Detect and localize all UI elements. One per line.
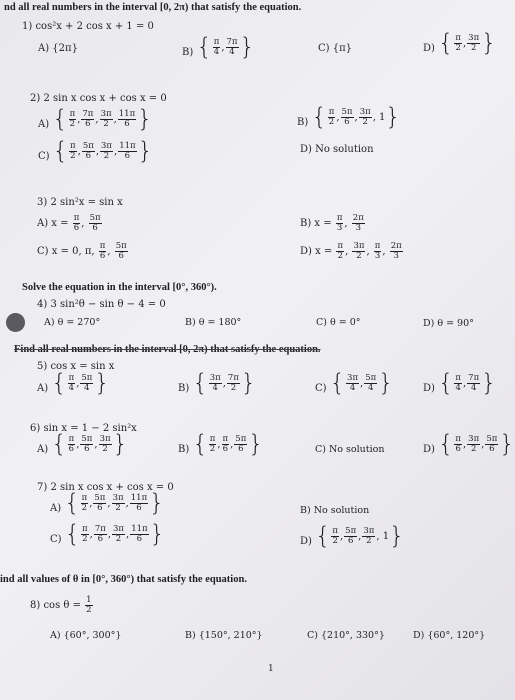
q7-option-a: A) { $\frac{\pi}{2}$ , $\frac{5\pi}{6}$ , $\frac{3\pi}{2}$ , $\frac{11\pi}{6}$ }: [50, 489, 165, 517]
q8-option-c: C) {210°, 330°}: [307, 630, 385, 641]
q2-stem: 2) 2 sin x cos x + cos x = 0: [30, 93, 167, 104]
q1-option-c: C) {π}: [318, 43, 353, 54]
q5-option-b: B) { $\frac{3\pi}{4}$ , $\frac{7\pi}{2}$ }: [178, 369, 257, 397]
section-header-4: ind all values of θ in [0°, 360°) that satisfy the equation.: [0, 574, 247, 585]
q8-option-a: A) {60°, 300°}: [50, 630, 122, 641]
q8-option-b: B) {150°, 210°}: [185, 630, 263, 641]
q2-option-b: B) { $\frac{\pi}{2}$ , $\frac{5\pi}{6}$ , $\frac{3\pi}{2}$ , 1 }: [297, 103, 401, 131]
q4-option-a: A) θ = 270°: [44, 317, 101, 328]
filled-bubble: [6, 313, 25, 332]
q6-option-a: A) { $\frac{\pi}{6}$ , $\frac{5\pi}{6}$ , $\frac{3\pi}{2}$ }: [37, 430, 128, 458]
q4-option-b: B) θ = 180°: [185, 317, 242, 328]
q8-stem: 8) cos θ = $\frac{1}{2}$: [30, 595, 92, 615]
q2-option-d: D) No solution: [300, 144, 374, 155]
q1-option-b: B) { $\frac{\pi}{4}$ , $\frac{7\pi}{4}$ }: [182, 33, 255, 61]
q6-option-c: C) No solution: [315, 444, 385, 455]
q2-option-c: C) { $\frac{\pi}{2}$ , $\frac{5\pi}{6}$ , $\frac{3\pi}{2}$ , $\frac{11\pi}{6}$ }: [38, 137, 153, 165]
q4-stem: 4) 3 sin²θ − sin θ − 4 = 0: [37, 299, 166, 310]
q6-option-b: B) { $\frac{\pi}{2}$ , $\frac{\pi}{6}$ , $\frac{5\pi}{6}$ }: [178, 430, 264, 458]
q2-option-a: A) { $\frac{\pi}{2}$ , $\frac{7\pi}{6}$ , $\frac{3\pi}{2}$ , $\frac{11\pi}{6}$ }: [38, 105, 153, 133]
q1-stem: 1) cos²x + 2 cos x + 1 = 0: [22, 21, 154, 32]
q7-option-d: D) { $\frac{\pi}{2}$ , $\frac{5\pi}{6}$ , $\frac{3\pi}{2}$ , 1 }: [300, 522, 405, 550]
page-number: 1: [268, 664, 274, 674]
section-header-2: Solve the equation in the interval [0°, 360°).: [22, 282, 217, 293]
q3-option-c: C) x = 0, π, $\frac{\pi}{6}$ , $\frac{5\pi}{6}$: [37, 241, 127, 261]
q3-option-d: D) x = $\frac{\pi}{2}$ , $\frac{3\pi}{2}$ , $\frac{\pi}{3}$ , $\frac{2\pi}{3}$: [300, 241, 402, 261]
q4-option-d: D) θ = 90°: [423, 318, 474, 329]
q5-option-a: A) { $\frac{\pi}{4}$ , $\frac{5\pi}{4}$ }: [37, 369, 110, 397]
q7-option-b: B) No solution: [300, 505, 370, 516]
q4-option-c: C) θ = 0°: [316, 317, 361, 328]
q3-stem: 3) 2 sin²x = sin x: [37, 197, 123, 208]
q7-stem: 7) 2 sin x cos x + cos x = 0: [37, 482, 174, 493]
section-header-3: Find all real numbers in the interval [0, 2π) that satisfy the equation.: [14, 344, 321, 355]
q6-option-d: D) { $\frac{\pi}{6}$ , $\frac{3\pi}{2}$ , $\frac{5\pi}{6}$ }: [423, 430, 515, 458]
q1-option-d: D) { $\frac{\pi}{2}$ , $\frac{3\pi}{2}$ }: [423, 29, 497, 57]
q1-option-a: A) {2π}: [38, 43, 78, 54]
q5-option-d: D) { $\frac{\pi}{4}$ , $\frac{7\pi}{4}$ }: [423, 369, 497, 397]
q3-option-a: A) x = $\frac{\pi}{6}$ , $\frac{5\pi}{6}$: [37, 213, 101, 233]
section-header-1: nd all real numbers in the interval [0, 2π) that satisfy the equation.: [4, 2, 302, 13]
q6-stem: 6) sin x = 1 − 2 sin²x: [30, 423, 137, 434]
q8-option-d: D) {60°, 120°}: [413, 630, 486, 641]
q8-fraction: $\frac{1}{2}$: [86, 595, 92, 615]
q5-stem: 5) cos x = sin x: [37, 361, 115, 372]
q7-option-c: C) { $\frac{\pi}{2}$ , $\frac{7\pi}{6}$ , $\frac{3\pi}{2}$ , $\frac{11\pi}{6}$ }: [50, 520, 165, 548]
q5-option-c: C) { $\frac{3\pi}{4}$ , $\frac{5\pi}{4}$ }: [315, 369, 394, 397]
q3-option-b: B) x = $\frac{\pi}{3}$ , $\frac{2\pi}{3}$: [300, 213, 364, 233]
